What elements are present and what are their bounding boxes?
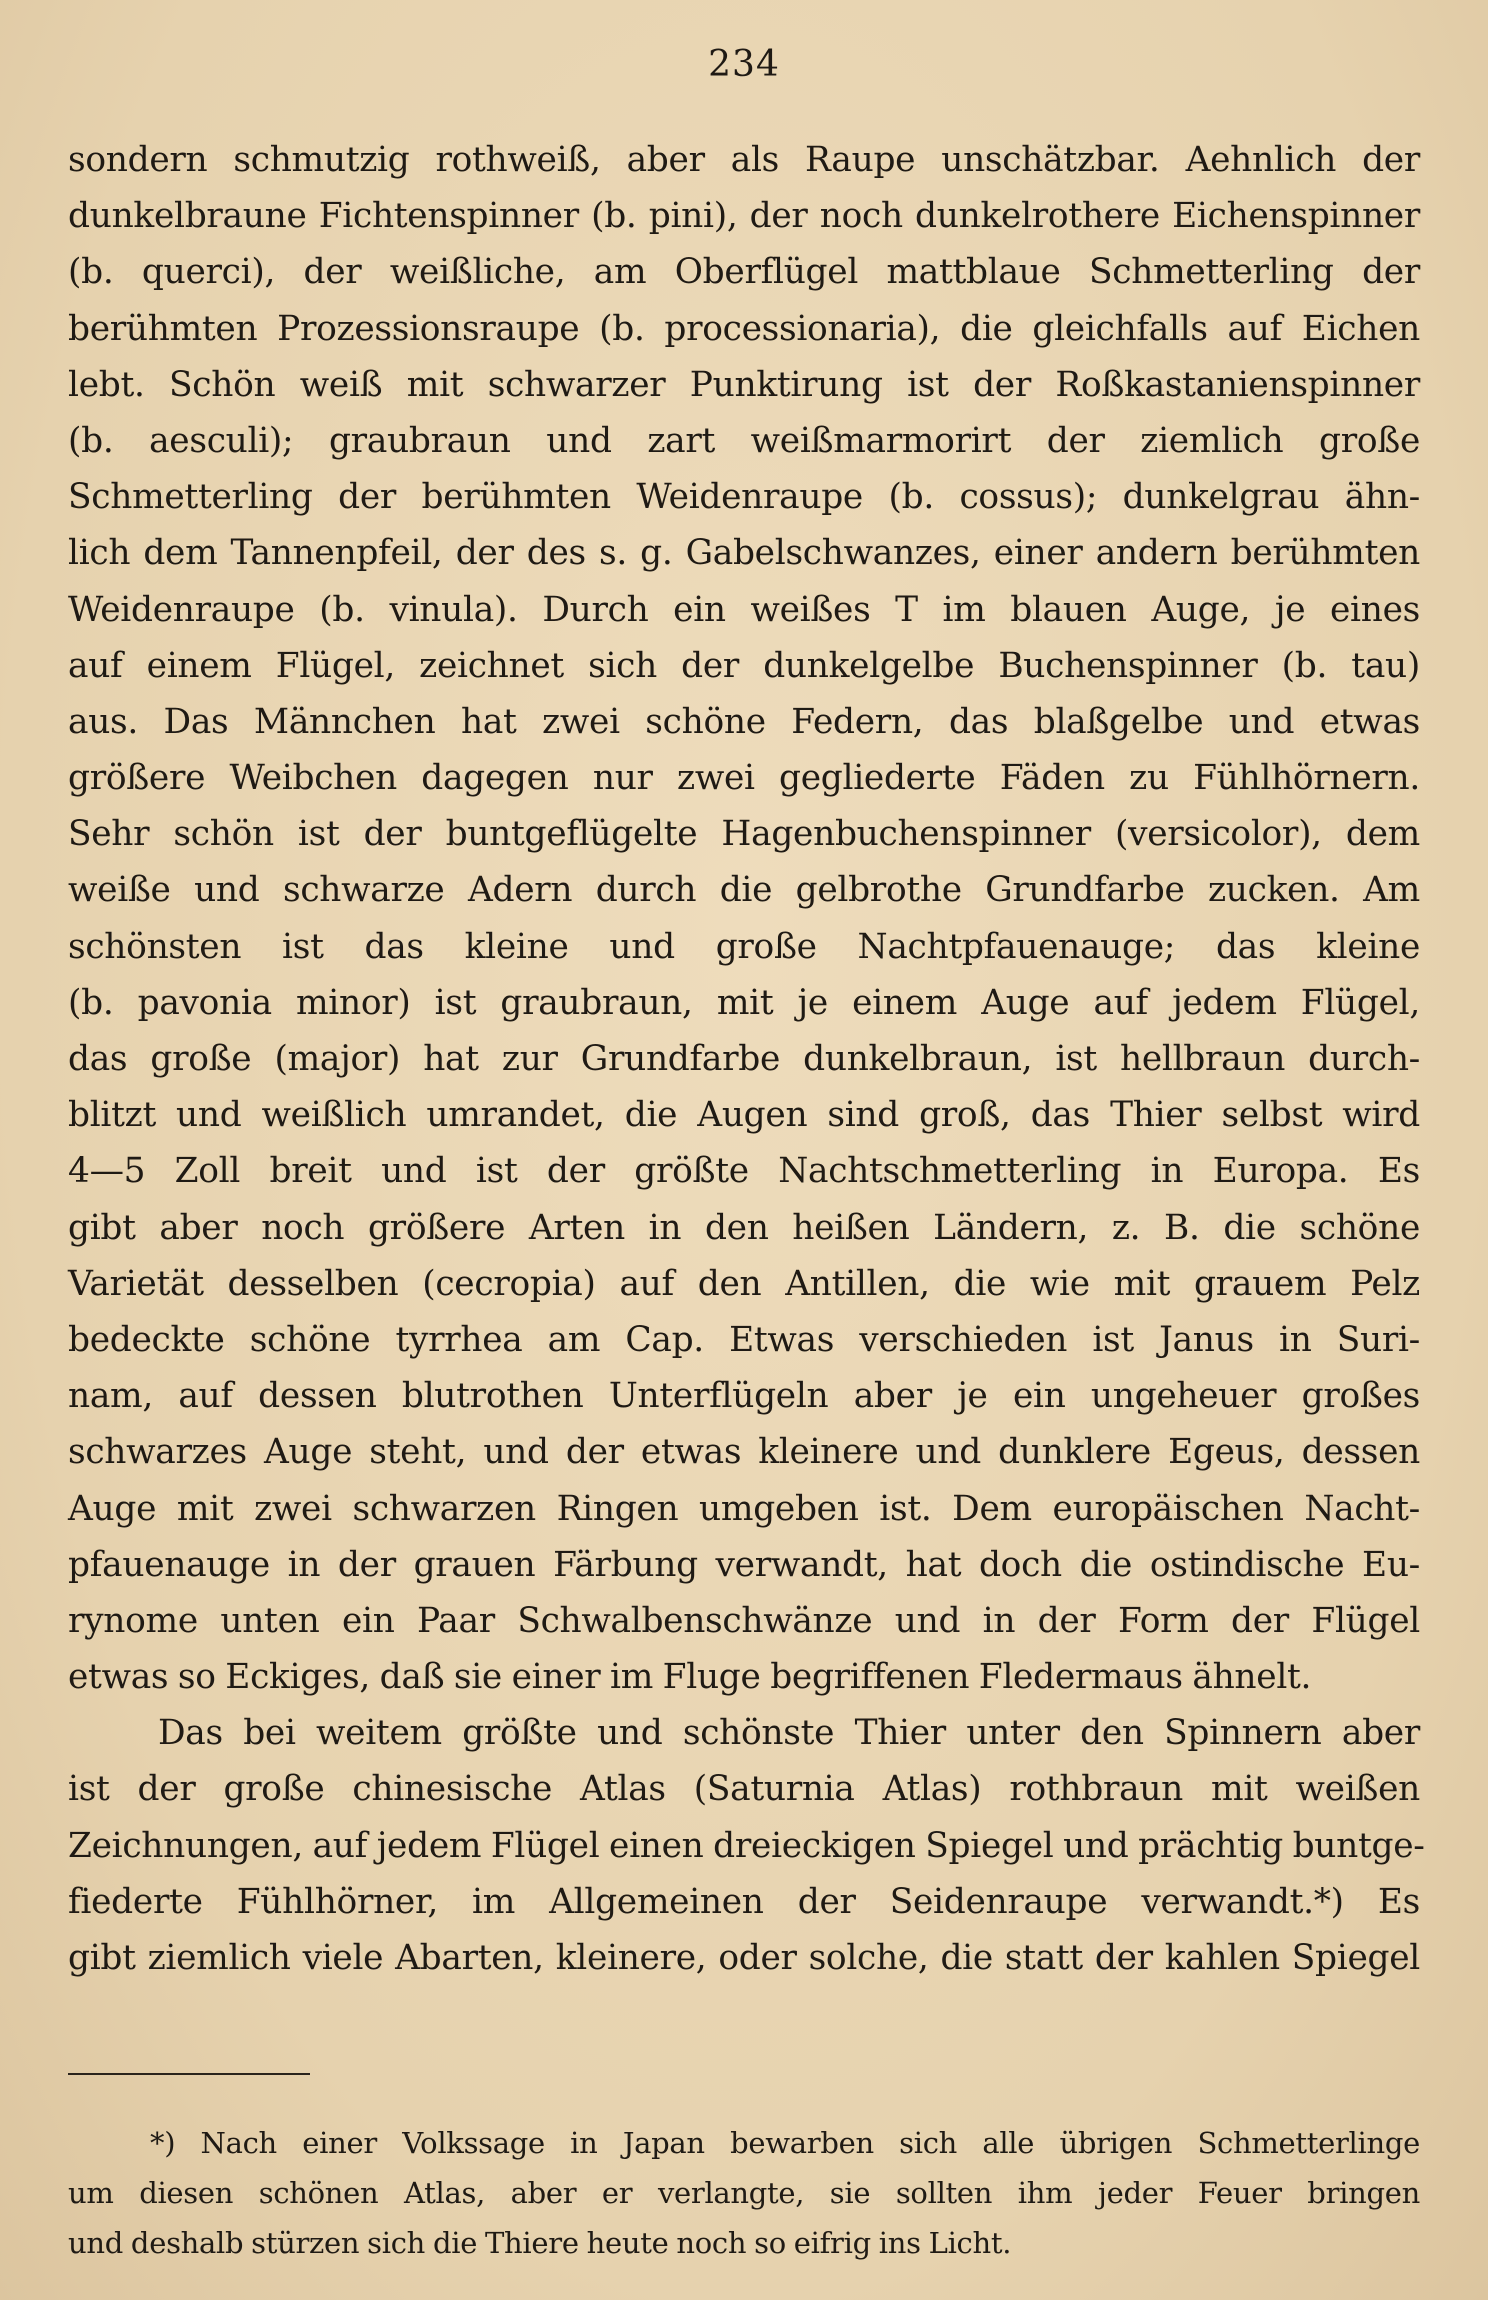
body-line: dunkelbraune Fichtenspinner (b. pini), der noch dunkelrothere Eichenspinner — [68, 196, 1420, 237]
body-line: gibt aber noch größere Arten in den heißen Ländern, z. B. die schöne — [68, 1207, 1420, 1248]
body-line: sondern schmutzig rothweiß, aber als Raupe unschätzbar. Aehnlich der — [68, 140, 1420, 180]
body-line: Varietät desselben (cecropia) auf den Antillen, die wie mit grauem Pelz — [68, 1263, 1420, 1304]
footnote-divider — [68, 2073, 310, 2075]
body-line: weiße und schwarze Adern durch die gelbrothe Grundfarbe zucken. Am — [68, 870, 1420, 911]
body-text — [68, 132, 1425, 1986]
body-line: 4—5 Zoll breit und ist der größte Nachtschmetterling in Europa. Es — [68, 1151, 1420, 1192]
body-line: Sehr schön ist der buntgeflügelte Hagenbuchenspinner (versicolor), dem — [68, 814, 1420, 855]
book-page — [68, 40, 1425, 2260]
body-line: gibt ziemlich viele Abarten, kleinere, oder solche, die statt der kahlen Spiegel — [68, 1938, 1420, 1978]
body-line: Zeichnungen, auf jedem Flügel einen dreieckigen Spiegel und prächtig buntge- — [68, 1825, 1425, 1866]
body-line: schönsten ist das kleine und große Nachtpfauenauge; das kleine — [68, 926, 1420, 967]
body-line: (b. pavonia minor) ist graubraun, mit je einem Auge auf jedem Flügel, — [68, 982, 1420, 1023]
body-line: Weidenraupe (b. vinula). Durch ein weißes T im blauen Auge, je eines — [68, 589, 1420, 630]
body-line: das große (major) hat zur Grundfarbe dunkelbraun, ist hellbraun durch- — [68, 1039, 1420, 1079]
body-line: berühmten Prozessionsraupe (b. processionaria), die gleichfalls auf Eichen — [68, 308, 1420, 349]
body-line: aus. Das Männchen hat zwei schöne Federn, das blaßgelbe und etwas — [68, 701, 1420, 742]
paragraph-start-line: Das bei weitem größte und schönste Thier unter den Spinnern aber — [158, 1713, 1420, 1754]
page-number: 234 — [708, 44, 780, 85]
body-line: blitzt und weißlich umrandet, die Augen sind groß, das Thier selbst wird — [68, 1095, 1420, 1136]
footnote — [68, 2118, 1420, 2268]
body-line: Schmetterling der berühmten Weidenraupe (b. cossus); dunkelgrau ähn- — [68, 477, 1420, 518]
body-line: rynome unten ein Paar Schwalbenschwänze und in der Form der Flügel — [68, 1600, 1420, 1641]
body-line: ist der große chinesische Atlas (Saturnia Atlas) rothbraun mit weißen — [68, 1769, 1420, 1810]
body-line: nam, auf dessen blutrothen Unterflügeln aber je ein ungeheuer großes — [68, 1376, 1420, 1417]
body-line: etwas so Eckiges, daß sie einer im Fluge begriffenen Fledermaus ähnelt. — [68, 1657, 1312, 1698]
body-line: größere Weibchen dagegen nur zwei gegliederte Fäden zu Fühlhörnern. — [68, 758, 1420, 799]
body-line: (b. aesculi); graubraun und zart weißmarmorirt der ziemlich große — [68, 420, 1420, 461]
footnote-line: um diesen schönen Atlas, aber er verlangte, sie sollten ihm jeder Feuer bringen — [68, 2176, 1420, 2210]
body-line: Auge mit zwei schwarzen Ringen umgeben ist. Dem europäischen Nacht- — [68, 1488, 1420, 1529]
body-line: lich dem Tannenpfeil, der des s. g. Gabelschwanzes, einer andern berühmten — [68, 533, 1420, 574]
body-line: (b. querci), der weißliche, am Oberflügel mattblaue Schmetterling der — [68, 252, 1420, 293]
footnote-line: und deshalb stürzen sich die Thiere heute noch so eifrig ins Licht. — [68, 2226, 1012, 2260]
body-line: bedeckte schöne tyrrhea am Cap. Etwas verschieden ist Janus in Suri- — [68, 1319, 1420, 1360]
footnote-line: *) Nach einer Volkssage in Japan bewarben sich alle übrigen Schmetterlinge — [150, 2126, 1420, 2160]
body-line: pfauenauge in der grauen Färbung verwandt, hat doch die ostindische Eu- — [68, 1544, 1420, 1585]
body-line: schwarzes Auge steht, und der etwas kleinere und dunklere Egeus, dessen — [68, 1432, 1420, 1473]
body-line: lebt. Schön weiß mit schwarzer Punktirung ist der Roßkastanienspinner — [68, 364, 1420, 405]
body-line: auf einem Flügel, zeichnet sich der dunkelgelbe Buchenspinner (b. tau) — [68, 645, 1420, 686]
body-line: fiederte Fühlhörner, im Allgemeinen der Seidenraupe verwandt.*) Es — [68, 1881, 1420, 1922]
